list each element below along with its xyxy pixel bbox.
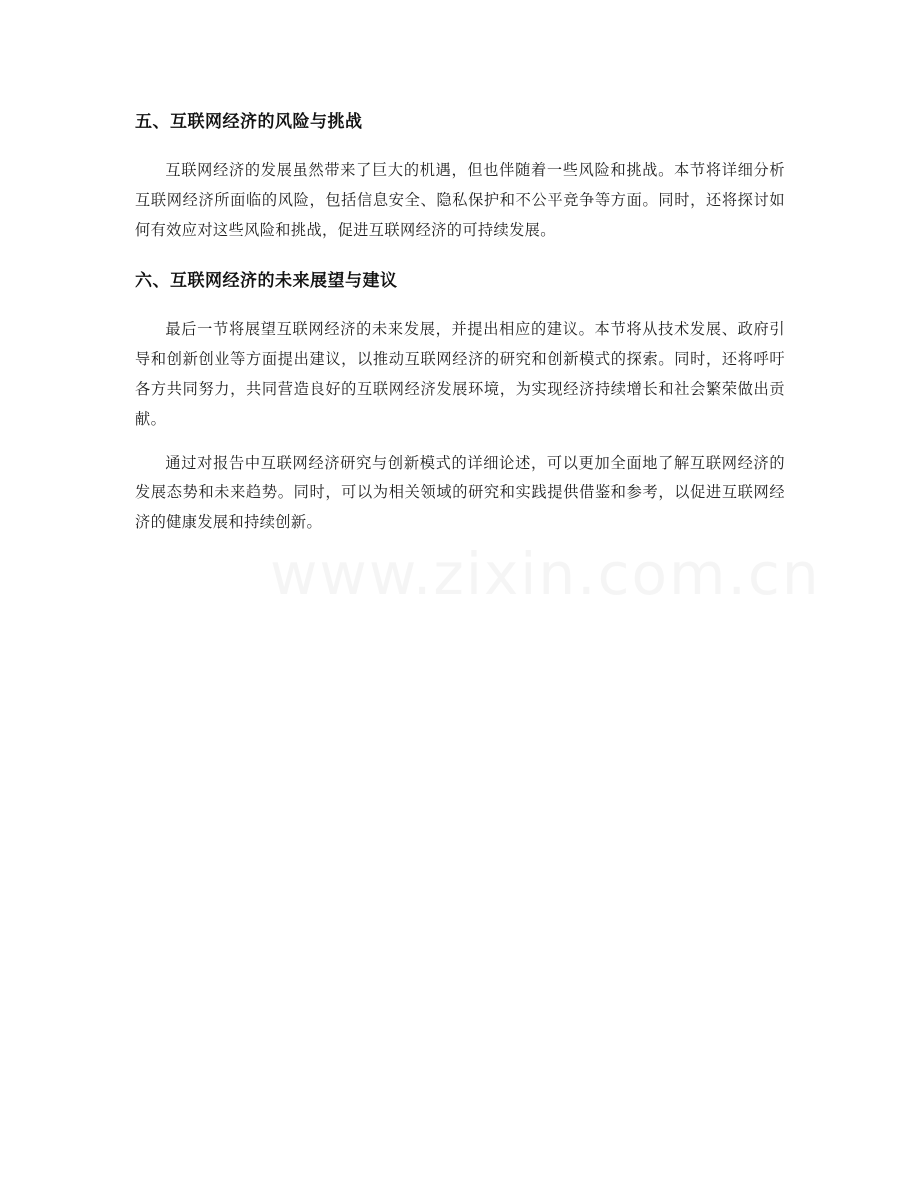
section-outlook [135,267,785,538]
document-body [135,108,785,538]
section-heading-risks: 五、互联网经济的风险与挑战 [135,112,363,132]
section-heading-outlook: 六、互联网经济的未来展望与建议 [135,271,398,292]
section-risks [135,108,785,245]
watermark-text: www.zixin.com.cn [270,540,821,608]
section-paragraph-outlook: 最后一节将展望互联网经济的未来发展，并提出相应的建议。本节将从技术发展、政府引导和创新创业等方面提出建议，以推动互联网经济的研究和创新模式的探索。同时，还将呼吁各方共同努力，共同营造良好的互联网经济发展环境，为实现经济持续增长和社会繁荣做出贡献。 [135,320,785,428]
conclusion-paragraph: 通过对报告中互联网经济研究与创新模式的详细论述，可以更加全面地了解互联网经济的发展态势和未来趋势。同时，可以为相关领域的研究和实践提供借鉴和参考，以促进互联网经济的健康发展和持续创新。 [135,453,785,532]
section-paragraph-risks: 互联网经济的发展虽然带来了巨大的机遇，但也伴随着一些风险和挑战。本节将详细分析互联网经济所面临的风险，包括信息安全、隐私保护和不公平竞争等方面。同时，还将探讨如何有效应对这些风险和挑战，促进互联网经济的可持续发展。 [135,161,785,239]
